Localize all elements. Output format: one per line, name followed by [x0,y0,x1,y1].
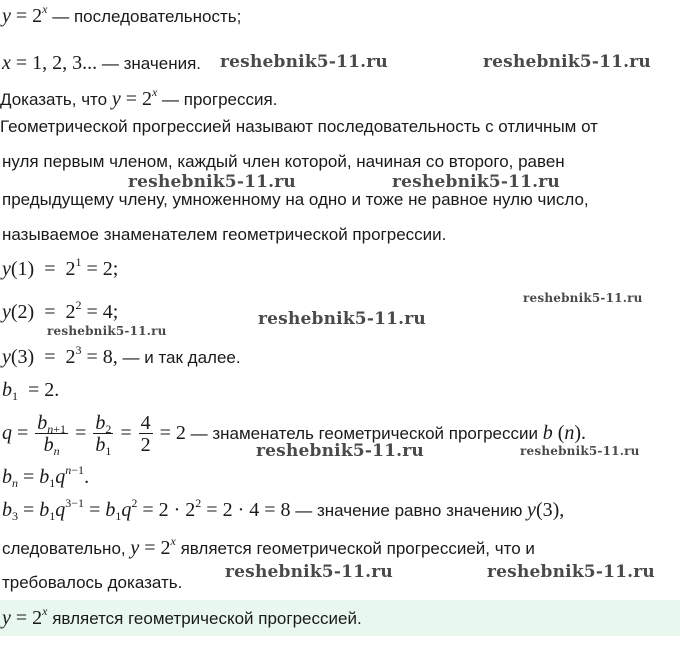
formula-bn: $b_n = b_1q^{n-1}$. [2,463,90,490]
watermark: reshebnik5-11.ru [256,441,424,461]
formula-q: q = $\frac{b_{n+1}}{b_n}$ = $\frac{b_2}{b_1}$ = $\frac{4}{2}$ = 2 [2,411,186,458]
formula-b-n: b (n). [542,422,587,444]
line-values [2,52,201,75]
formula-y-eq-2x: $y = 2^x$ [2,2,48,27]
formula-y1: $y(1) = 2^1 = 2$; [2,255,119,280]
watermark: reshebnik5-11.ru [220,52,388,72]
formula-y3-ref: y(3), [527,499,565,521]
formula-y3: $y(3) = 2^3 = 8$, [2,343,118,368]
line-conclusion-1 [2,534,535,560]
formula-x-values: x = 1, 2, 3... [2,52,98,74]
formula-y-eq-2x-concl: $y = 2^x$ [130,534,176,559]
answer-text: является геометрической прогрессией. [47,609,362,628]
line-sequence [2,2,242,28]
formula-b1: $b_1 = 2$. [2,379,60,403]
values-text: — значения. [101,54,202,73]
definition-line-2: нуля первым членом, каждый член которой, начиная со второго, равен [2,152,565,171]
watermark: reshebnik5-11.ru [392,172,560,192]
watermark: reshebnik5-11.ru [128,172,296,192]
watermark: reshebnik5-11.ru [258,309,426,329]
prove-text: Доказать, что [0,90,112,109]
watermark: reshebnik5-11.ru [47,324,167,338]
formula-y2: $y(2) = 2^2 = 4$; [2,298,119,323]
definition-line-3: предыдущему члену, умноженному на одно и тоже не равное нулю число, [2,190,589,209]
watermark: reshebnik5-11.ru [483,52,651,72]
formula-y-eq-2x-answer: $y = 2^x$ [2,604,48,629]
watermark: reshebnik5-11.ru [523,291,643,305]
formula-y-eq-2x-prove: $y = 2^x$ [111,85,158,110]
y3-text: — и так далее. [117,348,241,367]
definition-line-4: называемое знаменателем геометрической прогрессии. [2,225,447,244]
line-y3 [2,343,241,369]
answer-line [2,604,362,630]
b3-text: — значение равно значению [290,501,528,520]
prove-text-2: — прогрессия. [157,90,278,109]
definition-line-1: Геометрической прогрессией называют последовательность с отличным от [0,117,598,136]
answer-box [0,600,680,636]
formula-b3: $b_3 = b_1q^{3-1} = b_1q^2 = 2 \cdot 2^2 = 2 \cdot 4 = 8$ [2,496,291,523]
watermark: reshebnik5-11.ru [225,562,393,582]
sequence-text: — последовательность; [47,7,242,26]
line-b3 [2,496,565,523]
watermark: reshebnik5-11.ru [520,444,640,458]
conclusion-text-1: следовательно, [2,539,131,558]
line-prove [0,85,278,111]
watermark: reshebnik5-11.ru [487,562,655,582]
line-conclusion-2: требовалось доказать. [2,573,183,592]
q-text: — знаменатель геометрической прогрессии [185,424,543,443]
conclusion-text-1b: является геометрической прогрессией, что и [175,539,535,558]
